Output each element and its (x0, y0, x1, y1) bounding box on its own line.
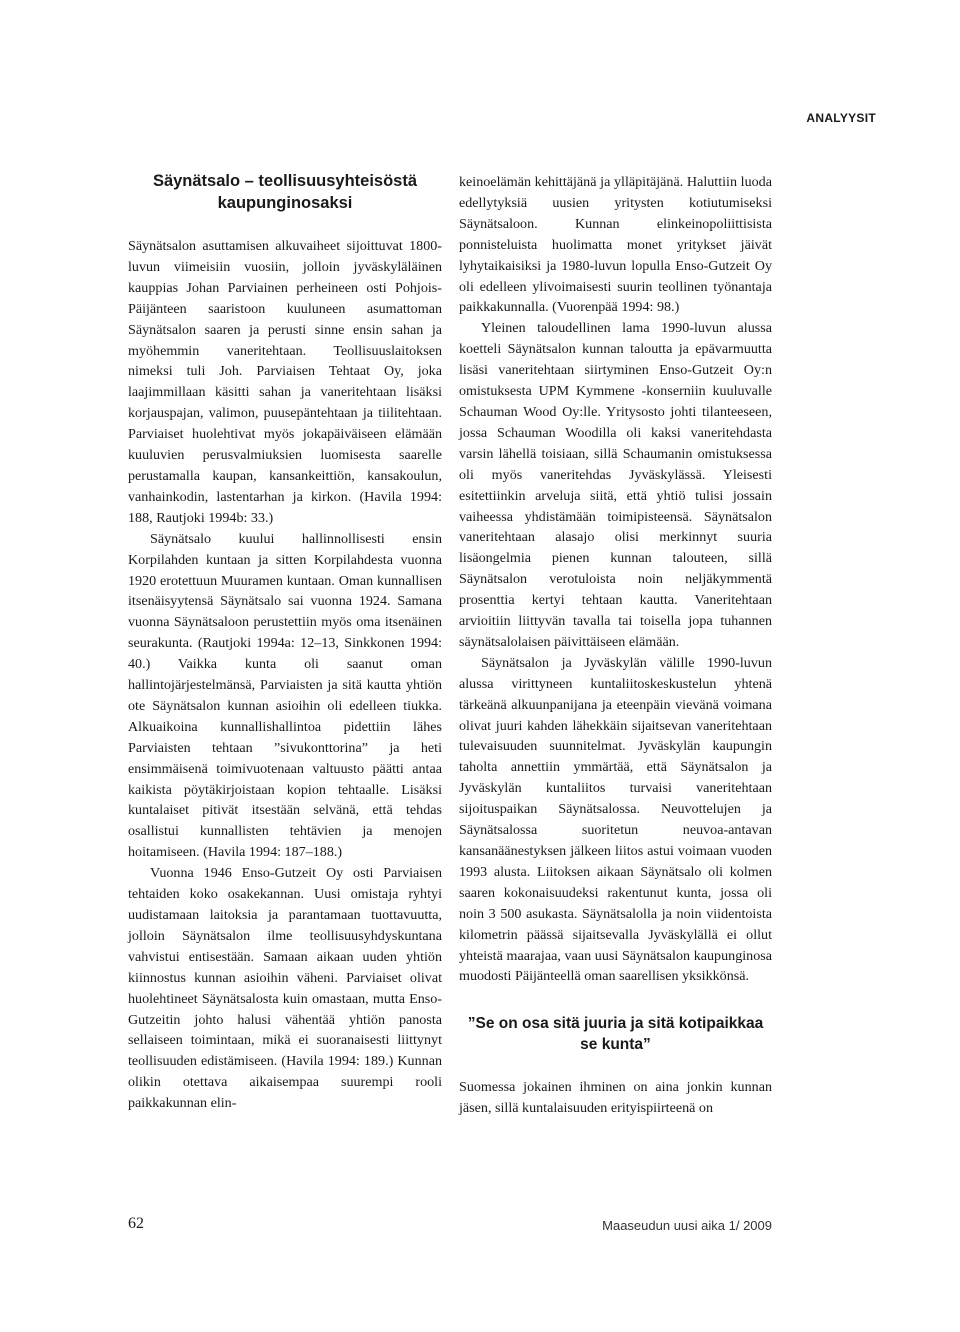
paragraph: Yleinen taloudellinen lama 1990-luvun alussa koetteli Säynätsalon kunnan taloutta ja epävarmuutta lisäsi vaneritehtaan siirtyminen Enso-Gutzeit Oy:n omistuksesta UPM Kymmene -konserniin kuuluvalle Schauman Wood Oy:lle. Yritysosto johti tilanteeseen, jossa Schauman Woodilla oli kaksi vaneritehdasta varsin lähellä toisiaan, sillä Schaumanin omistuksessa oli myös vaneritehdas Jyväskylässä. Yleisesti esitettiinkin arveluja siitä, että yhtiö tulisi jossain vaiheessa yhdistämään toimipisteensä. Säynätsalon vaneritehtaan alasajo olisi merkinnyt suuria lisäongelmia pienen kunnan talouteen, sillä Säynätsalon verotuloista noin neljäkymmentä prosenttia kertyi tehtaan kautta. Vaneritehtaan arvioitiin liittyvän tavalla tai toisella jopa tuhannen säynätsalolaisen päivittäiseen elämään. (459, 320, 772, 650)
section-header: ANALYYSIT (806, 111, 876, 125)
paragraph: Säynätsalon ja Jyväskylän välille 1990-luvun alussa virittyneen kuntaliitoskeskustelun yhtenä tärkeänä alkuunpanijana ja eteenpäin vievänä voimana olivat juuri kahden lähekkäin sijaitsevan vaneritehtaan tulevaisuuden suunnitelmat. Jyväskylän kaupungin taholta annettiin ymmärtää, että Säynätsalon ja Jyväskylän kuntaliitos turvaisi vaneritehtaan sijoituspaikan Säynätsalossa. Neuvottelujen ja Säynätsalossa suoritetun neuvoa-antavan kansanäänestyksen jälkeen liitos astui voimaan vuoden 1993 alusta. Liitoksen aikaan Säynätsalo oli kolmen saaren kokonaisuudeksi rakentunut kunta, jossa oli noin 3 500 asukasta. Säynätsalolla ja noin viidentoista kilometrin päässä sijaitsevalla Jyväskylällä ei ollut yhteistä maarajaa, vaan uusi Säynätsalon kaupunginosa muodosti Päijänteellä oman saarellisen yksikkönsä. (459, 654, 772, 985)
paragraph: keinoelämän kehittäjänä ja ylläpitäjänä. Haluttiin luoda edellytyksiä uusien yritysten kotiutumiseksi Säynätsaloon. Kunnan elinkeinopoliittisista ponnisteluista huolimatta monet yritykset jäivät lyhytaikaisiksi ja 1980-luvun lopulla Enso-Gutzeit Oy oli edelleen ylivoimaisesti suurin teollinen työnantaja paikkakunnalla. (Vuorenpää 1994: 98.) (459, 174, 772, 316)
quote-subheading: ”Se on osa sitä juuria ja sitä kotipaikkaa se kunta” (467, 1015, 764, 1054)
left-column (128, 170, 442, 1114)
paragraph: Suomessa jokainen ihminen on aina jonkin kunnan jäsen, sillä kuntalaisuuden erityispiirteenä on (459, 1079, 772, 1117)
publication-name: Maaseudun uusi aika 1/ 2009 (602, 1218, 772, 1233)
paragraph: Säynätsalon asuttamisen alkuvaiheet sijoittuvat 1800-luvun viimeisiin vuosiin, jolloin jyväskyläläinen kauppias Johan Parviainen perheineen osti Pohjois-Päijänteen saaristoon kuuluneen asumattoman Säynätsalon saaren ja perusti sinne ensin sahan ja myöhemmin vaneritehtaan. Teollisuuslaitoksen nimeksi tuli Joh. Parviaisen Tehtaat Oy, joka laajimmillaan käsitti sahan ja vaneritehtaan lisäksi korjauspajan, valimon, puusepäntehtaan ja tiilitehtaan. Parviaiset huolehtivat myös jokapäiväiseen elämään kuuluvien perusvalmiuksien luomisesta saarelle perustamalla kaupan, kansankeittiön, kansakoulun, vanhainkodin, lastentarhan ja kirkon. (Havila 1994: 188, Rautjoki 1994b: 33.) (128, 238, 442, 526)
right-column (459, 172, 772, 1119)
page-number: 62 (128, 1215, 144, 1232)
article-title: Säynätsalo – teollisuusyhteisöstä kaupunginosaksi (152, 172, 418, 212)
paragraph: Säynätsalo kuului hallinnollisesti ensin Korpilahden kuntaan ja sitten Korpilahdesta vuonna 1920 erotettuun Muuramen kuntaan. Oman kunnallisen itsenäisyytensä Säynätsalo sai vuonna 1924. Samana vuonna Säynätsaloon perustettiin myös oma itsenäinen seurakunta. (Rautjoki 1994a: 12–13, Sinkkonen 1994: 40.) Vaikka kunta oli saanut oman hallintojärjestelmänsä, Parviaisten ja sitä kautta yhtiön ote Säynätsalon kunnan asioihin oli edelleen tiukka. Alkuaikoina kunnallishallintoa pidettiin lähes Parviaisten tehtaan ”sivukonttorina” ja heti ensimmäisenä toimivuotenaan valtuusto päätti antaa kaikista pöytäkirjoistaan kopion tehtaalle. Lisäksi kuntalaiset pitivät itsestään selvänä, että tehdas osallistui kunnallisten tehtävien ja menojen hoitamiseen. (Havila 1994: 187–188.) (128, 530, 442, 861)
paragraph: Vuonna 1946 Enso-Gutzeit Oy osti Parviaisen tehtaiden koko osakekannan. Uusi omistaja ryhtyi uudistamaan laitoksia ja parantamaan tuottavuutta, jolloin Säynätsalon ilme teollisuusyhdyskuntana vahvistui entisestään. Samaan aikaan uuden yhtiön kiinnostus kunnan asioihin väheni. Parviaiset olivat huolehtineet Säynätsalosta kuin omastaan, mutta Enso-Gutzeitin johto halusi vähentää yhtiön panosta sellaiseen toimintaan, mikä ei suoranaisesti liittynyt teollisuuden edistämiseen. (Havila 1994: 189.) Kunnan olikin otettava aikaisempaa suurempi rooli paikkakunnan elin- (128, 865, 442, 1112)
